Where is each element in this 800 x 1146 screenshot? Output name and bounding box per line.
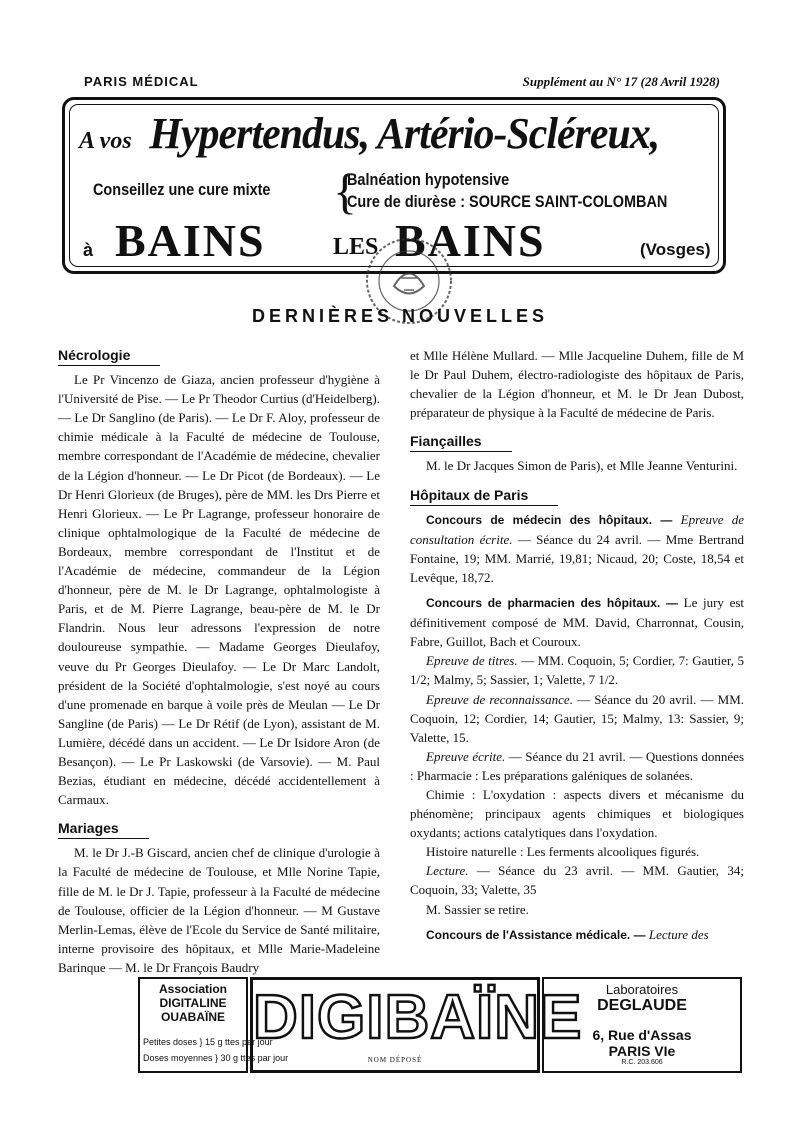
ad-bains-first: BAINS <box>115 215 266 266</box>
section-title: DERNIÈRES NOUVELLES <box>251 306 549 326</box>
ad-address: 6, Rue d'Assas <box>592 1027 692 1043</box>
mariages-continued <box>410 346 744 422</box>
ad-city: PARIS VIe <box>608 1043 676 1059</box>
fiancailles-section <box>410 432 744 475</box>
issue-info: Supplément au N° 17 (28 Avril 1928) <box>522 74 720 89</box>
right-column <box>410 346 744 955</box>
ad-dose-medium: Doses moyennes } 30 g ttes par jour <box>143 1053 289 1063</box>
mariages-heading: Mariages <box>58 819 149 839</box>
ad-bains-second: BAINS <box>395 215 546 266</box>
digibaine-advertisement <box>138 977 742 1073</box>
left-column <box>58 346 380 987</box>
lecture-results: Lecture. — Séance du 23 avril. — MM. Gautier, 34; Coquoin, 33; Valette, 35 <box>410 863 744 898</box>
ad-rc-number: R.C. 203.606 <box>621 1059 663 1066</box>
hopitaux-section <box>410 486 744 945</box>
ad-headline: Hypertendus, Artério-Scléreux, <box>149 109 659 158</box>
sassier-withdraws: M. Sassier se retire. <box>426 901 529 917</box>
ad-association-box <box>138 977 289 1073</box>
ad-balneation: Balnéation hypotensive <box>347 170 510 189</box>
ad-headline-line <box>79 108 672 159</box>
fiancailles-text: M. le Dr Jacques Simon de Paris), et Mlle Jeanne Venturini. <box>426 458 738 474</box>
ad-laboratoires-box <box>542 977 742 1073</box>
ad-conseillez: Conseillez une cure mixte <box>93 180 271 199</box>
ad-deglaude: DEGLAUDE <box>597 997 687 1014</box>
epreuve-ecrite: Epreuve écrite. — Séance du 21 avril. — Questions données : Pharmacie : Les préparations galéniques de solanées. <box>410 748 745 783</box>
necrologie-heading: Nécrologie <box>58 346 160 366</box>
epreuve-titres: Epreuve de titres. — MM. Coquoin, 5; Cordier, 7: Gautier, 5 1/2; Malmy, 5; Sassier, 1; Valette, 7 1/2. <box>410 653 745 688</box>
mariages-continued-text: et Mlle Hélène Mullard. — Mlle Jacqueline Duhem, fille de M le Dr Paul Duhem, électro-radiologiste des hôpitaux de Paris, chevalier de la Légion d'honneur, et M. le Dr Jean Dubost, préparateur de physique à la Faculté de médecine de Paris. <box>410 348 744 421</box>
concours-pharmacien: Concours de pharmacien des hôpitaux. — Le jury est définitivement composé de MM. David, Charronnat, Cousin, Fabre, Guillot, Bach et Couroux. <box>410 595 745 650</box>
ad-a-vos: A vos <box>79 128 132 154</box>
ad-digitaline: DIGITALINE <box>159 996 227 1010</box>
ad-nom-depose: NOM DÉPOSÉ <box>367 1056 423 1064</box>
hopitaux-heading: Hôpitaux de Paris <box>410 486 558 506</box>
chimie-question: Chimie : L'oxydation : aspects divers et mécanisme du phénomène; principaux agents chimiques et biologiques oxydants; actions catalytiques dans l'oxydation. <box>410 786 744 841</box>
necrologie-section <box>58 346 380 809</box>
necrologie-text: Le Pr Vincenzo de Giaza, ancien professeur d'hygiène à l'Université de Pise. — Le Pr Theodor Curtius (d'Heidelberg). — Le Dr Sanglino (de Paris). — Le Dr F. Aloy, professeur de chimie médicale à la Faculté de médecine de Toulouse, membre correspondant de l'Académie de médecine, chevalier de la Légion d'honneur. — Le Dr Picot (de Bordeaux). — Le Dr Henri Glorieux (de Bruges), père de MM. les Drs Pierre et Henri Glorieux. — Le Pr Lagrange, professeur honoraire de clinique ophtalmologique de la Faculté de médecine de Bordeaux, membre correspondant de l'Institut et de l'Académie de médecine, commandeur de la Légion d'honneur, père de M. le Dr Lagrange, ophtalmologiste à Paris, et de M. Pierre Lagrange, beau-père de M. le Dr Flandrin. Nous leur adressons l'expression de notre douloureuse sympathie. — Madame Georges Dieulafoy, veuve du Pr Georges Dieulafoy. — Le Dr Marc Landolt, président de la Société d'ophtalmologie, s'est noyé au cours d'une promenade en barque à voile près de Meulan — Le Dr Sangline (de Paris) — Le Dr Rétif (de Lyon), assistant de M. Lumière, décédé dans un accident. — Le Dr Isidore Aron (de Besançon). — Le Pr Laskowski (de Varsovie). — M. Paul Bezias, étudiant en médecine, décédé accidentellement à Carmaux. <box>58 372 380 808</box>
fiancailles-heading: Fiançailles <box>410 432 512 452</box>
mariages-section <box>58 819 380 977</box>
running-header <box>84 74 720 94</box>
ad-vosges: (Vosges) <box>640 240 711 259</box>
ad-association: Association <box>158 982 227 996</box>
concours-medecin: Concours de médecin des hôpitaux. — Epreuve de consultation écrite. — Séance du 24 avril. — Mme Bertrand Fontaine, 19; MM. Marrié, 19,81; Nicaud, 20; Coste, 18,54 et Levêque, 18,72. <box>410 511 745 585</box>
ad-ouabaine: OUABAÏNE <box>160 1010 225 1024</box>
ad-cure-diurese: Cure de diurèse : SOURCE SAINT-COLOMBAN <box>347 192 668 211</box>
ad-brand-box <box>250 977 583 1073</box>
histoire-question: Histoire naturelle : Les ferments alcooliques figurés. <box>426 844 700 860</box>
ad-les: LES <box>333 234 379 260</box>
epreuve-reconnaissance: Epreuve de reconnaissance. — Séance du 20 avril. — MM. Coquoin, 12; Cordier, 14; Gautier, 15; Malmy, 13: Sassier, 9; Valette, 15. <box>410 691 745 745</box>
concours-assistance: Concours de l'Assistance médicale. — Lecture des <box>426 926 709 942</box>
brace-glyph: { <box>333 163 357 219</box>
ad-a: à <box>83 240 94 260</box>
mariages-text: M. le Dr J.-B Giscard, ancien chef de clinique d'urologie à la Faculté de médecine de Toulouse, et Mlle Norine Tapie, fille de M. le Dr J. Tapie, professeur à la Faculté de médecine de Toulouse, officier de la Légion d'honneur. — M Gustave Merlin-Lemas, élève de l'Ecole du Service de Santé militaire, interne provisoire des hôpitaux, et Mlle Marie-Madeleine Barinque — M. le Dr François Baudry <box>58 845 380 975</box>
journal-title: PARIS MÉDICAL <box>84 74 199 89</box>
ad-brand-name: DIGIBAÏNE <box>253 983 583 1052</box>
ad-dose-small: Petites doses } 15 g ttes par jour <box>143 1037 273 1047</box>
ad-laboratoires: Laboratoires <box>605 982 679 997</box>
